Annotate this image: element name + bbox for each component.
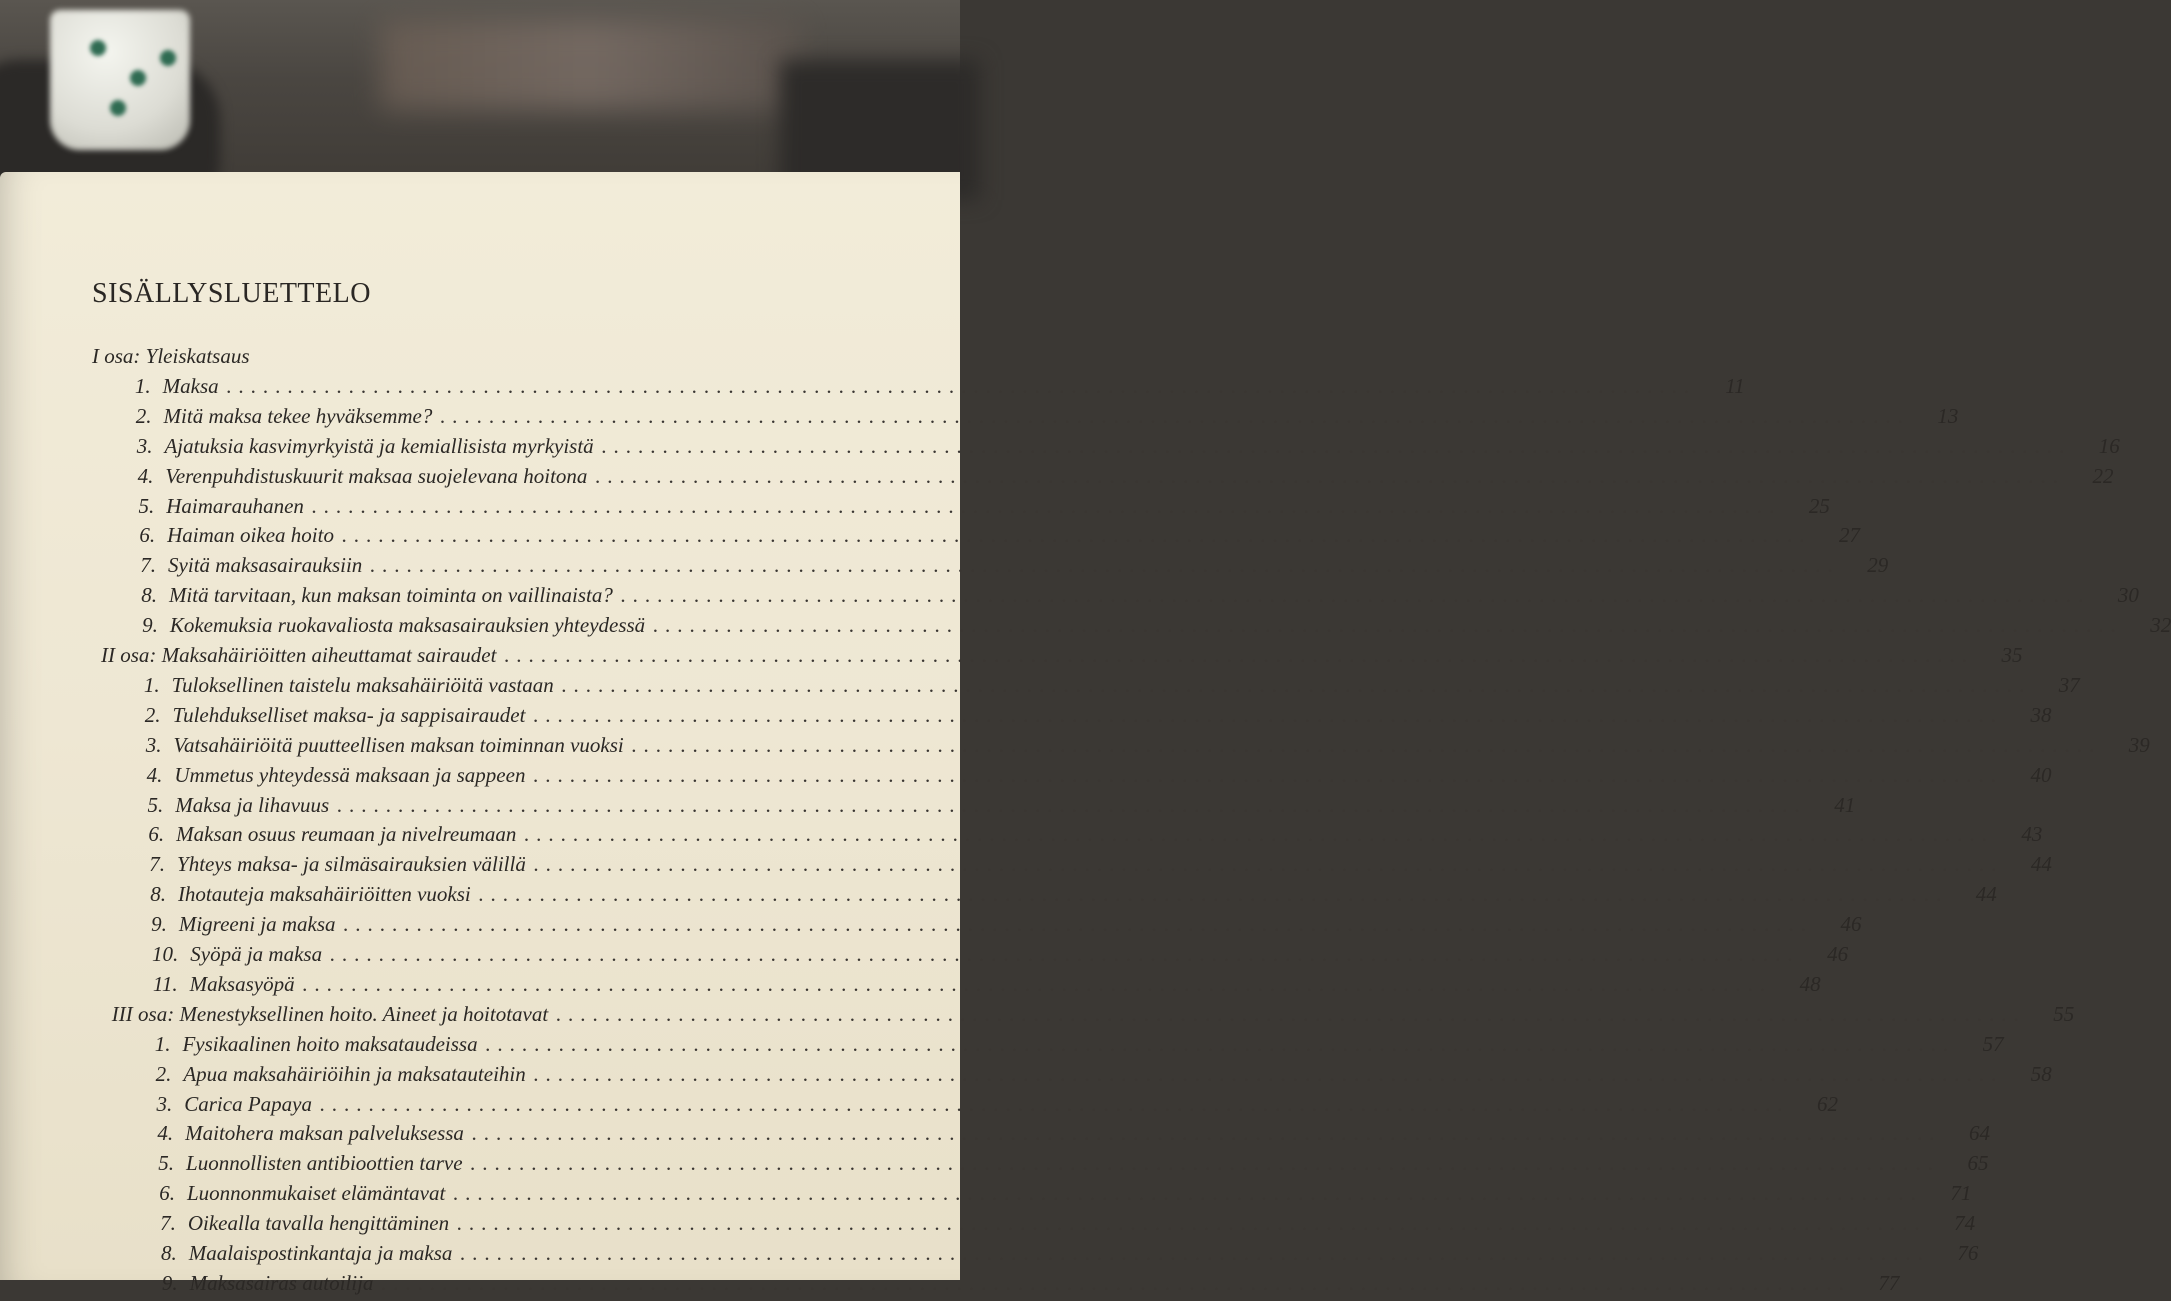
toc-entry	[159, 1181, 1972, 1211]
toc-entry-number: 1.	[154, 1031, 171, 1056]
toc-entry	[144, 702, 2052, 733]
toc-leader-dots: ........................................................................................................................	[471, 1121, 1942, 1146]
toc-leader-dots: ........................................................................................................................	[470, 1151, 1941, 1176]
toc-entry-label: Vatsahäiriöitä puutteellisen maksan toiminnan vuoksi	[173, 732, 624, 757]
toc-entry	[158, 1151, 1989, 1181]
cup-pattern-dot	[130, 70, 146, 86]
toc-entry	[150, 882, 1997, 912]
toc-entry-number: 5.	[147, 792, 164, 817]
toc-entry	[151, 912, 1862, 942]
toc-page-number: 48	[1799, 971, 1821, 996]
toc-entry-label: Mitä maksa tekee hyväksemme?	[163, 403, 433, 428]
toc-part-heading	[92, 344, 905, 374]
toc-entry-label: Luonnollisten antibioottien tarve	[186, 1151, 463, 1176]
toc-leader-dots: ........................................................................................................................	[370, 553, 1841, 578]
toc-leader-dots: ........................................................................................................................	[453, 1181, 1924, 1206]
toc-entry	[149, 852, 2052, 882]
toc-entry-label: Maksa	[162, 373, 219, 398]
toc-entry	[134, 373, 1745, 404]
toc-entry	[146, 762, 2052, 793]
toc-page-number: 37	[2058, 672, 2080, 697]
toc-entry-number: 5.	[158, 1151, 175, 1176]
cup-pattern-dot	[110, 100, 126, 116]
toc-page-number: 25	[1808, 493, 1830, 518]
blurred-shelf	[380, 20, 800, 110]
toc-leader-dots: ........................................................................................................................	[440, 403, 1911, 428]
toc-entry-label: Maksasyöpä	[189, 971, 295, 996]
toc-page-number: 74	[1954, 1211, 1976, 1236]
toc-part-label: II osa: Maksahäiriöitten aiheuttamat sairaudet	[101, 643, 497, 667]
toc-entry-label: Oikealla tavalla hengittäminen	[187, 1211, 450, 1236]
toc-entry	[155, 1061, 2052, 1092]
toc-page-number: 64	[1968, 1121, 1990, 1146]
toc-leader-dots: ........................................................................................................................	[330, 942, 1801, 966]
toc-entry-number: 5.	[138, 493, 155, 518]
toc-entry	[141, 583, 2139, 613]
toc-entry-label: Maksasairas autoilija	[189, 1270, 374, 1295]
toc-entry	[147, 792, 1856, 823]
toc-entry-number: 3.	[136, 433, 153, 458]
toc-page-number: 46	[1827, 942, 1849, 966]
toc-page-number: 38	[2030, 702, 2052, 727]
toc-entry-number: 8.	[150, 882, 166, 907]
toc-entry-label: Haiman oikea hoito	[167, 523, 334, 548]
toc-entry	[152, 971, 1821, 1002]
toc-page-number: 32	[2150, 613, 2171, 638]
toc-leader-dots: ........................................................................................................................	[460, 1241, 1931, 1265]
toc-page-number: 46	[1840, 912, 1862, 937]
toc-entry-number: 8.	[161, 1241, 177, 1265]
toc-leader-dots: ........................................................................................................................	[653, 613, 2124, 638]
toc-page-number: 58	[2030, 1061, 2052, 1086]
toc-entry	[136, 433, 2120, 464]
toc-page-number: 13	[1937, 403, 1959, 428]
toc-page-number: 22	[2092, 463, 2114, 488]
page-title: SISÄLLYSLUETTELO	[92, 278, 371, 309]
cup-pattern-dot	[90, 40, 106, 56]
toc-leader-dots: ........................................................................................................................	[533, 702, 2004, 727]
toc-entry	[154, 1031, 2004, 1062]
toc-page-number: 11	[1725, 373, 1745, 398]
toc-entry	[148, 822, 2043, 852]
toc-entry-number: 4.	[137, 463, 154, 488]
toc-entry-label: Syitä maksasairauksiin	[168, 553, 363, 578]
toc-entry-label: Ihotauteja maksahäiriöitten vuoksi	[177, 882, 471, 907]
toc-leader-dots: ........................................................................................................................	[381, 1270, 1852, 1295]
toc-leader-dots: ........................................................................................................................	[533, 852, 2004, 877]
toc-leader-dots: ........................................................................................................................	[533, 1061, 2004, 1086]
toc-leader-dots: ........................................................................................................................	[311, 493, 1782, 518]
toc-leader-dots: ........................................................................................................................	[533, 762, 2004, 787]
toc-entry	[161, 1270, 1900, 1301]
toc-leader-dots: ........................................................................................................................	[601, 433, 2072, 458]
toc-entry-label: Migreeni ja maksa	[178, 912, 336, 937]
toc-page-number: 40	[2030, 762, 2052, 787]
toc-entry	[138, 493, 1830, 524]
toc-entry-number: 1.	[134, 373, 151, 398]
toc-leader-dots: ........................................................................................................................	[556, 1001, 2027, 1026]
toc-page-number: 71	[1950, 1181, 1972, 1206]
toc-entry	[143, 672, 2080, 703]
toc-entry-number: 9.	[142, 613, 158, 638]
toc-entry-label: Apua maksahäiriöihin ja maksatauteihin	[183, 1061, 526, 1086]
toc-entry-number: 2.	[144, 702, 161, 727]
toc-entry-label: Luonnonmukaiset elämäntavat	[186, 1181, 446, 1206]
toc-leader-dots: ........................................................................................................................	[226, 373, 1697, 398]
toc-leader-dots: ........................................................................................................................	[631, 732, 2102, 757]
toc-entry-label: Maksa ja lihavuus	[175, 792, 330, 817]
toc-leader-dots: ........................................................................................................................	[343, 912, 1814, 937]
toc-leader-dots: ........................................................................................................................	[337, 792, 1808, 817]
toc-entry-label: Maalaispostinkantaja ja maksa	[188, 1241, 453, 1265]
toc-entry-number: 1.	[143, 672, 160, 697]
toc-entry-number: 10.	[152, 942, 179, 966]
toc-entry-label: Mitä tarvitaan, kun maksan toiminta on vaillinaista?	[168, 583, 613, 608]
toc-page-number: 43	[2021, 822, 2043, 847]
toc-leader-dots: ........................................................................................................................	[478, 882, 1949, 907]
toc-entry	[157, 1121, 1990, 1151]
toc-entry-label: Ummetus yhteydessä maksaan ja sappeen	[174, 762, 526, 787]
toc-page-number: 62	[1816, 1091, 1838, 1116]
toc-entry	[152, 942, 1849, 972]
toc-entry-label: Syöpä ja maksa	[190, 942, 323, 966]
toc-entry-number: 8.	[141, 583, 157, 608]
toc-page-number: 39	[2128, 732, 2150, 757]
toc-entry-number: 9.	[161, 1270, 178, 1295]
toc-part-label: I osa: Yleiskatsaus	[92, 344, 250, 368]
toc-entry-number: 7.	[140, 553, 157, 578]
toc-leader-dots: ........................................................................................................................	[319, 1091, 1790, 1116]
toc-entry-label: Carica Papaya	[184, 1091, 312, 1116]
toc-entry	[137, 463, 2114, 494]
toc-entry	[160, 1211, 1976, 1241]
toc-leader-dots: ........................................................................................................................	[620, 583, 2091, 608]
toc-page-number: 65	[1967, 1151, 1989, 1176]
cup-pattern-dot	[160, 50, 176, 66]
toc-entry-label: Fysikaalinen hoito maksataudeissa	[182, 1031, 478, 1056]
toc-entry-label: Verenpuhdistuskuurit maksaa suojelevana hoitona	[165, 463, 588, 488]
toc-entry-label: Yhteys maksa- ja silmäsairauksien välillä	[177, 852, 526, 877]
toc-entry-label: Tulehdukselliset maksa- ja sappisairaudet	[172, 702, 526, 727]
toc-entry-number: 6.	[148, 822, 165, 847]
toc-entry	[139, 523, 1860, 553]
toc-entry	[156, 1091, 1838, 1122]
table-of-contents	[0, 172, 2171, 1295]
toc-entry-number: 2.	[135, 403, 152, 428]
toc-leader-dots: ........................................................................................................................	[485, 1031, 1956, 1056]
background-scene	[0, 0, 960, 200]
toc-page-number: 44	[1975, 882, 1997, 907]
toc-page-number: 27	[1838, 523, 1860, 548]
toc-entry-number: 9.	[151, 912, 167, 937]
toc-entry-number: 4.	[157, 1121, 174, 1146]
toc-entry-number: 2.	[155, 1061, 172, 1086]
toc-entry-label: Ajatuksia kasvimyrkyistä ja kemiallisista myrkyistä	[164, 433, 594, 458]
toc-entry-label: Maksan osuus reumaan ja nivelreumaan	[176, 822, 517, 847]
toc-entry-number: 7.	[160, 1211, 176, 1236]
toc-page-number: 29	[1867, 553, 1889, 578]
book-page	[0, 172, 2171, 1295]
toc-page-number: 76	[1957, 1241, 1979, 1265]
toc-leader-dots: ........................................................................................................................	[561, 672, 2032, 697]
toc-entry-number: 7.	[149, 852, 166, 877]
toc-entry	[161, 1241, 1979, 1271]
toc-entry-number: 3.	[145, 732, 162, 757]
toc-page-number: 55	[2053, 1001, 2075, 1026]
toc-leader-dots: ........................................................................................................................	[341, 523, 1812, 548]
toc-part-label: III osa: Menestyksellinen hoito. Aineet ja hoitotavat	[111, 1001, 549, 1026]
toc-entry-number: 4.	[146, 762, 163, 787]
toc-entry-number: 11.	[152, 971, 178, 996]
toc-leader-dots: ........................................................................................................................	[504, 643, 1975, 667]
toc-entry-label: Haimarauhanen	[166, 493, 304, 518]
toc-entry-label: Tuloksellinen taistelu maksahäiriöitä vastaan	[171, 672, 554, 697]
toc-page-number: 44	[2030, 852, 2052, 877]
toc-leader-dots: ........................................................................................................................	[595, 463, 2066, 488]
toc-entry	[135, 403, 1959, 434]
toc-entry-number: 6.	[159, 1181, 175, 1206]
toc-leader-dots: ........................................................................................................................	[457, 1211, 1928, 1236]
toc-entry	[142, 613, 2171, 643]
toc-page-number: 77	[1878, 1270, 1900, 1295]
toc-page-number: 30	[2117, 583, 2139, 608]
toc-part-heading	[101, 643, 2023, 673]
toc-part-heading	[111, 1001, 2075, 1032]
toc-entry-label: Maitohera maksan palveluksessa	[185, 1121, 464, 1146]
toc-page-number: 35	[2001, 643, 2023, 667]
toc-entry-number: 6.	[139, 523, 156, 548]
toc-leader-dots: ........................................................................................................................	[302, 971, 1773, 996]
toc-entry-label: Kokemuksia ruokavaliosta maksasairauksien yhteydessä	[169, 613, 646, 638]
coffee-cup	[50, 10, 190, 150]
toc-page-number: 16	[2098, 433, 2120, 458]
toc-entry-number: 3.	[156, 1091, 173, 1116]
toc-page-number: 57	[1982, 1031, 2004, 1056]
toc-leader-dots: ........................................................................................................................	[524, 822, 1995, 847]
toc-entry	[140, 553, 1889, 583]
toc-page-number: 41	[1834, 792, 1856, 817]
toc-entry	[145, 732, 2150, 763]
